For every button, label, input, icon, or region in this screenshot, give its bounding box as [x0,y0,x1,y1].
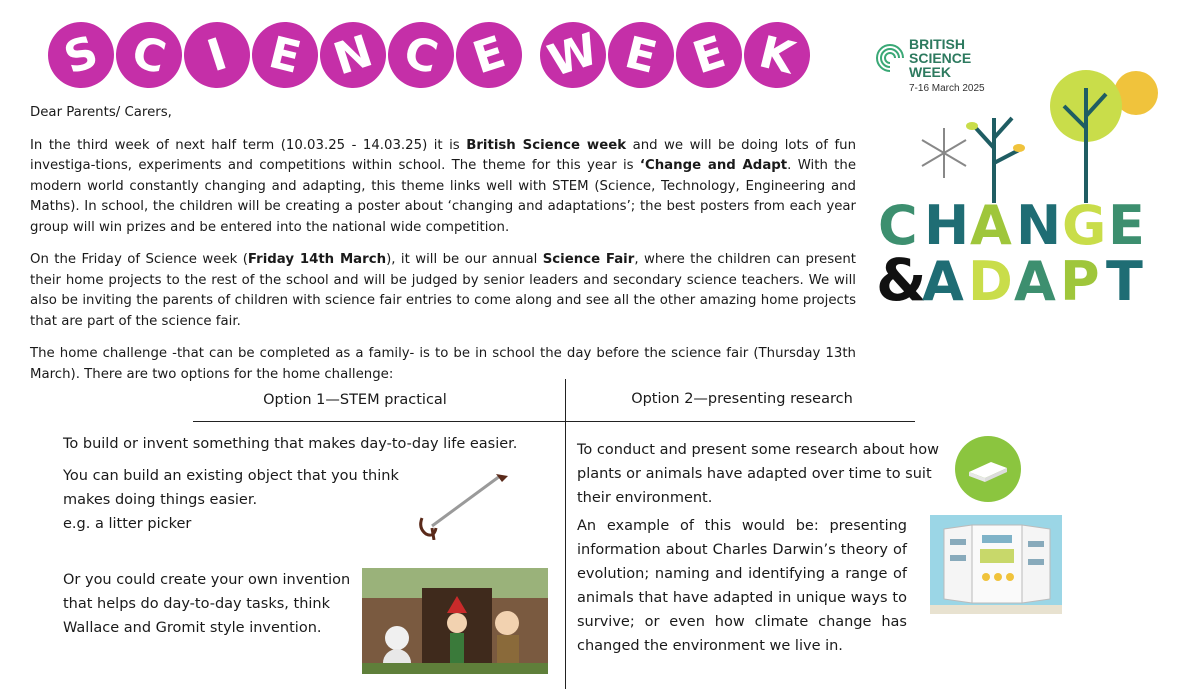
art-letter: E [1108,194,1145,257]
art-letter: N [1016,194,1062,257]
art-ampersand: & [876,246,927,308]
art-letter: D [968,250,1013,308]
title-letter: C [381,15,461,95]
title-letter: S [39,13,122,96]
art-letter: A [922,250,964,308]
paragraph-2: On the Friday of Science week (Friday 14th March), it will be our annual Science Fair, where the children can present their home projects to the rest of the school and will be judged by senior leaders and secondary science teachers. We will also be inviting the parents of children with science fair entries to come along and see all the other amazing home projects that are part of the science fair. [30,252,856,329]
title-letter: W [531,13,614,96]
bsw-line1: BRITISH [909,36,965,52]
change-and-adapt-artwork [874,68,1166,308]
book-icon [955,436,1021,502]
wallace-and-gromit-image [362,568,548,674]
title-letter: I [175,13,258,96]
art-letter: T [1106,250,1143,308]
option1-description: To build or invent something that makes day-to-day life easier. [63,436,518,452]
bsw-line2: SCIENCE [909,50,972,66]
science-week-title [48,22,810,92]
art-letter: C [878,194,918,257]
bsw-dates: 7-16 March 2025 [909,83,985,94]
title-letter: C [109,15,189,95]
art-letter: G [1062,194,1107,257]
title-letter: E [447,13,530,96]
option1-existing-object: You can build an existing object that you think makes doing things easier. e.g. a litter picker [63,464,423,536]
greeting: Dear Parents/ Carers, [30,105,172,120]
letter-body [30,103,856,397]
litter-picker-image [412,468,512,540]
option1-heading: Option 1—STEM practical [263,392,447,408]
snowflake-icon [922,128,966,178]
paragraph-1: In the third week of next half term (10.03.25 - 14.03.25) it is British Science week and we will be doing lots of fun investiga-tions, experiments and competitions within school. The theme for this year is ‘Change and Adapt. With the modern world constantly changing and adapting, this theme links well with STEM (Science, Technology, Engineering and Maths). In school, the children will be creating a poster about ‘changing and adaptations’; the best posters from each year group will win prizes and be entered into the national wide competition. [30,137,856,235]
title-letter: K [737,15,817,95]
table-divider-vertical [565,379,566,689]
title-letter: E [601,15,681,95]
option1-invention: Or you could create your own invention that helps do day-to-day tasks, think Wallace and Gromit style invention. [63,572,351,636]
title-letter: N [311,13,394,96]
art-letter: A [970,194,1012,257]
art-letter: H [924,194,970,257]
table-divider-horizontal [193,421,915,422]
bsw-line3: WEEK [909,64,951,80]
research-poster-board-image [930,515,1062,614]
option2-description: To conduct and present some research about how plants or animals have adapted over time to suit their environment. [577,442,939,506]
title-letter: E [667,13,750,96]
title-letter: E [245,15,325,95]
option2-example: An example of this would be: presenting information about Charles Darwin’s theory of evolution; naming and identifying a range of animals that have adapted in unique ways to survive; or even how climate change has changed the environment we live in. [577,518,907,654]
art-letter: P [1060,250,1100,308]
option1-example: e.g. a litter picker [63,516,192,532]
art-letter: A [1014,250,1056,308]
paragraph-3: The home challenge -that can be completed as a family- is to be in school the day before the science fair (Thursday 13th March). There are two options for the home challenge: [30,346,856,382]
option2-heading: Option 2—presenting research [631,391,853,407]
